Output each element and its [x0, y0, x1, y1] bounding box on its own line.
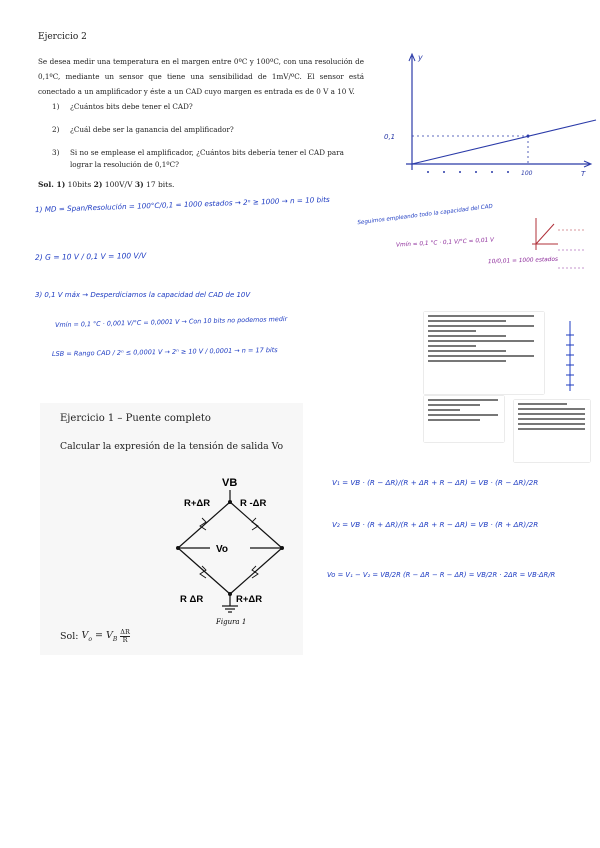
solution-2: 100V/V: [102, 180, 133, 189]
note-answer-3: 3) 0,1 V máx → Desperdiciamos la capacidad del CAD de 10V: [35, 291, 251, 299]
note-vo: Vo = V₁ − V₂ = VB/2R (R − ΔR − R − ΔR) = VB/2R · 2ΔR = VB·ΔR/R: [327, 571, 556, 579]
response-line: [412, 120, 596, 164]
marked-point: [527, 135, 530, 138]
note-v1: V₁ = VB · (R − ΔR)/(R + ΔR + R − ΔR) = VB · (R − ΔR)/2R: [332, 478, 539, 487]
resistor-bottom-left: R ΔR: [180, 594, 204, 605]
margin-ticks: [556, 315, 596, 395]
figure-caption: Figura 1: [216, 618, 247, 626]
note-answer-1: 1) MD = Span/Resolución = 100°C/0,1 = 1000 estados → 2ⁿ ≥ 1000 → n = 10 bits: [34, 194, 330, 215]
solution-label-3: 3): [134, 180, 144, 189]
note-vmin-cad: Vmín = 0,1 °C · 0,001 V/°C = 0,0001 V → Con 10 bits no podemos medir: [54, 314, 288, 330]
exercise-2-title: Ejercicio 2: [38, 32, 87, 42]
y-label: y: [418, 53, 423, 62]
note-capacity: Seguimos empleando todo la capacidad del CAD: [357, 203, 494, 227]
sensor-output-graph: [378, 48, 598, 188]
question-text: ¿Cuál debe ser la ganancia del amplificador?: [70, 125, 234, 134]
note-vmin: Vmín = 0,1 °C · 0,1 V/°C = 0,01 V: [395, 237, 495, 249]
question-number: 2): [52, 125, 60, 134]
margin-sketch: [528, 210, 588, 280]
vb-label: VB: [222, 477, 238, 489]
resistor-top-right: R -ΔR: [240, 498, 267, 509]
list-item: [52, 101, 364, 113]
resistor-top-left: R+ΔR: [184, 498, 211, 509]
solution-lhs: $V_o = V_B$: [81, 630, 118, 643]
vo-label: Vo: [216, 544, 229, 555]
exercise-2-statement: Se desea medir una temperatura en el margen entre 0ºC y 100ºC, con una resolución de 0,1ºC, mediante un sensor que tiene una sensibilidad de 1mV/ºC. El sensor está conectado a un amplificador y éste a un CAD cuyo margen es entrada es de 0 V a 10 V.: [38, 57, 364, 96]
pasted-screenshot: [514, 400, 590, 462]
question-text: ¿Cuántos bits debe tener el CAD?: [70, 102, 193, 111]
exercise-2-solution: [38, 180, 174, 189]
x-ticks: [427, 171, 509, 173]
note-answer-2: 2) G = 10 V / 0,1 V = 100 V/V: [34, 251, 147, 262]
list-item: [52, 124, 364, 136]
question-text: Si no se emplease el amplificador, ¿Cuántos bits debería tener el CAD para lograr la resolución de 0,1ºC?: [70, 148, 344, 169]
list-item: [52, 147, 364, 171]
solution-label: Sol:: [60, 631, 79, 642]
question-number: 1): [52, 102, 60, 111]
resistor-bottom-right: R+ΔR: [236, 594, 263, 605]
note-v2: V₂ = VB · (R + ΔR)/(R + ΔR + R − ΔR) = VB · (R + ΔR)/2R: [332, 520, 539, 529]
solution-label: Sol. 1): [38, 180, 66, 189]
note-states: 10/0,01 = 1000 estados: [487, 256, 559, 266]
note-lsb: LSB = Rango CAD / 2ⁿ ≤ 0,0001 V → 2ⁿ ≥ 10 V / 0,0001 → n = 17 bits: [51, 346, 278, 358]
exercise-1-title: Ejercicio 1 – Puente completo: [60, 413, 211, 424]
solution-fraction: $\frac{\Delta R}{R}$: [120, 628, 130, 644]
bridge-circuit-diagram: [170, 468, 290, 628]
x-mark: 100: [521, 170, 533, 177]
y-mark: 0,1: [384, 133, 396, 141]
solution-1: 10bits: [65, 180, 92, 189]
exercise-1-solution: [60, 629, 130, 644]
x-label: T: [581, 170, 586, 178]
exercise-2-questions: [52, 101, 364, 182]
solution-3: 17 bits.: [143, 180, 175, 189]
exercise-1-task: Calcular la expresión de la tensión de salida Vo: [60, 441, 284, 452]
solution-label-2: 2): [93, 180, 103, 189]
pasted-screenshot: [424, 312, 544, 394]
pasted-screenshot: [424, 396, 504, 442]
question-number: 3): [52, 148, 60, 157]
